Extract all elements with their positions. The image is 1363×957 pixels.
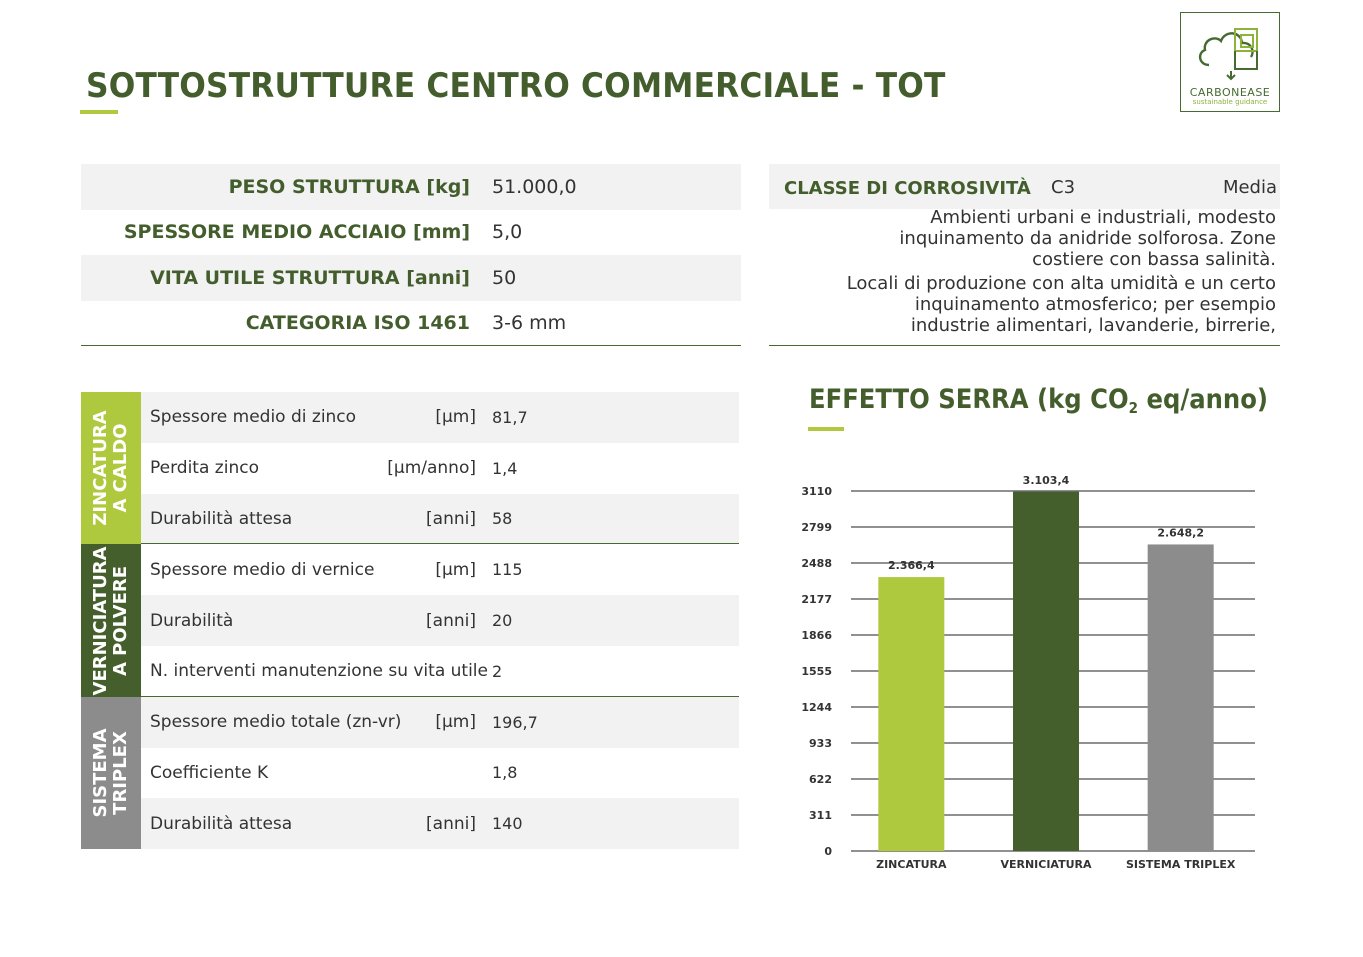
desc-line: inquinamento atmosferico; per esempio xyxy=(914,294,1276,315)
table-row xyxy=(141,646,739,697)
row-label: Spessore medio di zinco xyxy=(150,407,357,428)
desc-line: Ambienti urbani e industriali, modesto xyxy=(930,207,1276,228)
row-label: Durabilità attesa xyxy=(150,813,293,834)
y-tick-label: 2799 xyxy=(801,521,832,534)
logo-name: CARBONEASE xyxy=(1189,86,1271,99)
table-row xyxy=(141,697,739,748)
info-row-life xyxy=(81,255,741,301)
y-tick-label: 1555 xyxy=(801,665,832,678)
group-name-line: A CALDO xyxy=(110,423,131,513)
desc-line: Locali di produzione con alta umidità e un certo xyxy=(846,273,1276,294)
y-tick-label: 1866 xyxy=(801,629,832,642)
row-unit: [anni] xyxy=(426,610,476,631)
chart-title-pre: EFFETTO SERRA (kg CO xyxy=(809,384,1129,415)
row-value: 20 xyxy=(492,611,513,631)
group-side-label xyxy=(81,392,141,544)
title-accent-bar xyxy=(80,110,118,114)
y-tick-label: 1244 xyxy=(801,701,832,714)
chart-title-sub: 2 xyxy=(1128,399,1139,417)
corrosion-divider xyxy=(769,345,1280,346)
row-value: 81,7 xyxy=(492,407,528,427)
y-tick-label: 622 xyxy=(809,773,832,786)
table-row xyxy=(141,443,739,494)
info-value: 3-6 mm xyxy=(492,312,567,335)
carbonease-logo xyxy=(1180,12,1280,112)
cloud-cube-icon xyxy=(1195,21,1267,83)
coating-comparison-table xyxy=(81,392,739,849)
group-verniciatura xyxy=(81,544,739,696)
group-rows xyxy=(141,697,739,849)
corrosion-header xyxy=(769,164,1280,209)
group-rows xyxy=(141,544,739,696)
chart-title-post: eq/anno) xyxy=(1138,384,1269,415)
info-value: 50 xyxy=(492,266,517,289)
table-row xyxy=(141,544,739,595)
group-zincatura xyxy=(81,392,739,544)
info-label: CATEGORIA ISO 1461 xyxy=(245,312,470,335)
row-label: Spessore medio di vernice xyxy=(150,559,375,580)
y-tick-label: 311 xyxy=(809,809,832,822)
row-unit: [μm] xyxy=(435,559,476,580)
info-row-thickness xyxy=(81,210,741,256)
bar-verniciatura xyxy=(1013,492,1079,851)
corrosion-label: CLASSE DI CORROSIVITÀ xyxy=(784,178,1031,199)
desc-line: inquinamento da anidride solforosa. Zone xyxy=(899,228,1276,249)
data-label: 2.648,2 xyxy=(1157,526,1204,540)
y-tick-label: 933 xyxy=(809,737,832,750)
category-label: SISTEMA TRIPLEX xyxy=(1125,858,1236,871)
info-label: SPESSORE MEDIO ACCIAIO [mm] xyxy=(123,221,470,244)
category-label: VERNICIATURA xyxy=(1000,858,1092,871)
y-tick-label: 2177 xyxy=(801,593,832,606)
y-tick-label: 3110 xyxy=(801,485,832,498)
info-label: VITA UTILE STRUTTURA [anni] xyxy=(150,266,470,289)
group-rows xyxy=(141,392,739,544)
page-title: SOTTOSTRUTTURE CENTRO COMMERCIALE - TOT xyxy=(86,66,946,106)
group-name-line: VERNICIATURA xyxy=(90,546,111,696)
row-value: 196,7 xyxy=(492,712,538,732)
info-label: PESO STRUTTURA [kg] xyxy=(228,175,470,198)
info-divider xyxy=(81,345,741,346)
bar-zincatura xyxy=(878,577,944,851)
row-unit: [μm] xyxy=(435,712,476,733)
data-label: 2.366,4 xyxy=(888,559,935,573)
table-row xyxy=(141,798,739,849)
row-value: 1,8 xyxy=(492,763,518,783)
group-name-line: SISTEMA xyxy=(90,728,111,818)
row-value: 2 xyxy=(492,661,503,681)
group-name-line: TRIPLEX xyxy=(110,731,131,815)
corrosion-level: Media xyxy=(1222,177,1277,198)
chart-title-accent-bar xyxy=(808,427,844,431)
category-label: ZINCATURA xyxy=(876,858,947,871)
group-name-line: A POLVERE xyxy=(110,565,131,676)
row-unit: [μm/anno] xyxy=(387,458,476,479)
group-name xyxy=(91,546,131,695)
table-row xyxy=(141,595,739,646)
row-label: Coefficiente K xyxy=(150,762,269,783)
info-value: 5,0 xyxy=(492,221,523,244)
corrosion-class: C3 xyxy=(1051,177,1076,198)
group-name-line: ZINCATURA xyxy=(90,410,111,526)
group-side-label xyxy=(81,544,141,696)
table-row xyxy=(141,494,739,545)
row-label: Durabilità attesa xyxy=(150,508,293,529)
row-value: 58 xyxy=(492,509,513,529)
row-unit: [anni] xyxy=(426,508,476,529)
bar-sistema-triplex xyxy=(1148,544,1214,851)
row-unit: [μm] xyxy=(435,407,476,428)
corrosion-class-box xyxy=(769,164,1280,336)
group-triplex xyxy=(81,697,739,849)
y-tick-label: 2488 xyxy=(801,557,832,570)
table-row xyxy=(141,392,739,443)
chart-title xyxy=(809,384,1268,417)
info-row-iso xyxy=(81,301,741,347)
structure-info-table xyxy=(81,164,741,346)
row-label: Spessore medio totale (zn-vr) xyxy=(150,712,402,733)
row-unit: [anni] xyxy=(426,813,476,834)
info-row-weight xyxy=(81,164,741,210)
info-value: 51.000,0 xyxy=(492,175,577,198)
desc-line: industrie alimentari, lavanderie, birrerie, xyxy=(910,315,1276,336)
row-value: 1,4 xyxy=(492,458,518,478)
table-row xyxy=(141,748,739,799)
row-label: Durabilità xyxy=(150,610,234,631)
group-name xyxy=(91,411,131,526)
logo-tagline: sustainable guidance xyxy=(1192,98,1268,106)
group-side-label xyxy=(81,697,141,849)
row-value: 115 xyxy=(492,560,523,580)
row-label: Perdita zinco xyxy=(150,458,259,479)
desc-line: costiere con bassa salinità. xyxy=(1032,249,1276,270)
greenhouse-bar-chart xyxy=(780,465,1270,885)
row-value: 140 xyxy=(492,814,523,834)
group-name xyxy=(91,728,131,817)
row-label: N. interventi manutenzione su vita utile xyxy=(150,661,488,682)
data-label: 3.103,4 xyxy=(1022,473,1070,487)
corrosion-description-2 xyxy=(776,273,1276,336)
corrosion-description-1 xyxy=(776,207,1276,270)
y-tick-label: 0 xyxy=(824,845,832,858)
